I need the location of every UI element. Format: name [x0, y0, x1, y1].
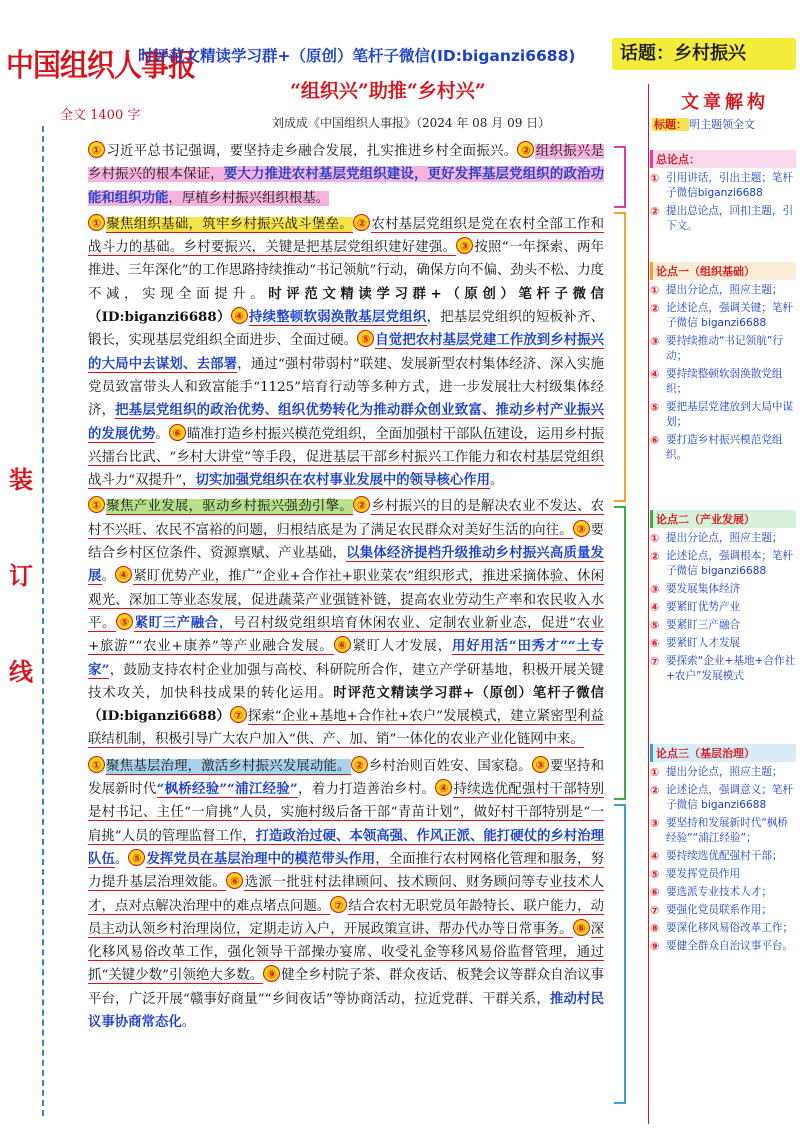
sentence-number: ① — [88, 141, 105, 158]
analysis-item — [650, 334, 796, 364]
analysis-item — [650, 582, 796, 597]
analysis-item — [650, 171, 796, 201]
sentence-number: ② — [517, 141, 534, 158]
analysis-item — [650, 849, 796, 864]
text-run: ，鼓励支持农村企业加强与高校、科研院所合作，建立产学研基地，积极开展关键技术攻关，加快科技成果的转化运用。 — [88, 662, 605, 701]
analysis-item — [650, 433, 796, 463]
analysis-item-text: 要紧盯三产融合 — [666, 619, 741, 631]
text-run: 。 — [114, 851, 129, 867]
analysis-item — [650, 301, 796, 331]
brace-section-2 — [614, 506, 626, 800]
paragraph — [88, 495, 604, 751]
analysis-item — [650, 367, 796, 397]
analysis-item-text: 提出分论点，照应主题； — [666, 284, 783, 296]
analysis-item — [650, 600, 796, 615]
text-run: 时评范文精读学习群+（原创）笔杆子微信（ID:biganzi6688） — [88, 285, 605, 326]
analysis-item-text: 论述论点，强调关键；笔杆子微信 biganzi6688 — [666, 302, 794, 329]
analysis-item-number: ④ — [650, 368, 660, 381]
analysis-item-text: 要持续整顿软弱涣散党组织； — [666, 368, 783, 395]
sentence-number: ⑤ — [128, 849, 145, 866]
title-label: 标题： — [654, 118, 687, 131]
sentence-number: ⑨ — [263, 965, 280, 982]
analysis-item-number: ① — [650, 172, 660, 185]
text-run: ，着力打造善治乡村。 — [297, 782, 436, 798]
analysis-section — [650, 744, 796, 954]
analysis-item — [650, 618, 796, 633]
title-value: 明主题领全文 — [689, 118, 755, 131]
text-run: 用好用活“田秀才”“土专家” — [88, 638, 605, 678]
paragraph — [88, 140, 604, 210]
analysis-item — [650, 885, 796, 900]
analysis-item-text: 要坚持和发展新时代“枫桥经验”“浦江经验”； — [666, 817, 789, 844]
text-run: 持续选优配强村干部特别是村书记、主任“一肩挑”人员，实施村级后备干部“青苗计划”，做好村干部特别是“一肩挑”人员的管理监督工作， — [88, 782, 605, 844]
text-run: ，厚植乡村振兴组织根基。 — [168, 190, 330, 206]
analysis-item-number: ⑨ — [650, 940, 660, 953]
analysis-item-text: 引用讲话，引出主题；笔杆子微信biganzi6688 — [666, 172, 794, 199]
analysis-item-number: ⑥ — [650, 886, 660, 899]
sentence-number: ⑤ — [116, 613, 133, 630]
analysis-section — [650, 510, 796, 684]
topic-badge: 话题：乡村振兴 — [612, 38, 796, 70]
text-run: 打造政治过硬、本领高强、作风正派、能打硬仗的乡村治理队伍 — [88, 827, 604, 867]
analysis-item-text: 要发挥党员作用 — [666, 868, 741, 880]
sentence-number: ⑤ — [357, 330, 374, 347]
sentence-number: ⑦ — [230, 706, 247, 723]
brace-section-3 — [614, 804, 626, 1104]
analysis-item — [650, 400, 796, 430]
analysis-section — [650, 262, 796, 463]
sentence-number: ① — [88, 496, 105, 513]
analysis-title-note — [652, 116, 755, 132]
text-run: 。 — [101, 569, 116, 585]
text-run: 结合农村无职党员年龄特长、联户能力，动员主动认领乡村治理岗位，定期走访入户，开展政策宣讲、帮办代办等日常事务。 — [88, 898, 605, 937]
analysis-item-text: 提出分论点，照应主题； — [666, 766, 783, 778]
analysis-item-number: ⑤ — [650, 868, 660, 881]
analysis-heading: 文章解构 — [681, 92, 769, 113]
analysis-section-heading: 总论点： — [650, 150, 796, 168]
text-run: 推动村民议事协商常态化 — [88, 990, 605, 1030]
analysis-item-text: 要深化移风易俗改革工作； — [666, 922, 794, 934]
text-run: ，全面推行农村网格化管理和服务，努力提升基层治理效能。 — [88, 851, 605, 891]
analysis-item-text: 要发展集体经济 — [666, 583, 741, 595]
text-run: 。 — [490, 473, 504, 489]
text-run: 聚焦产业发展，驱动乡村振兴强劲引擎。 — [106, 499, 354, 515]
analysis-item-number: ④ — [650, 601, 660, 614]
text-run: ，通过“强村带弱村”联建、发展新型农村集体经济、深入实施党员致富带头人和致富能手“1125”培育行动等多种方式，进一步发展壮大村级集体经济， — [88, 356, 604, 419]
analysis-item-text: 要持续选优配强村干部； — [666, 850, 783, 862]
paragraph — [88, 755, 604, 1035]
analysis-item — [650, 549, 796, 579]
sentence-number: ④ — [115, 566, 132, 583]
text-run: 农村基层党组织是党在农村全部工作和战斗力的基础。乡村要振兴，关键是把基层党组织建好建强。 — [88, 216, 605, 256]
analysis-item — [650, 939, 796, 954]
text-run: 。 — [155, 426, 169, 442]
analysis-item — [650, 636, 796, 651]
text-run: 探索“企业+基地+合作社+农户”发展模式，建立紧密型利益联结机制，积极引导广大农户加入“供、产、加、销”一体化的农业产业化链网中来。 — [88, 709, 604, 748]
analysis-item-text: 论述论点，强调根本；笔杆子微信 biganzi6688 — [666, 550, 794, 577]
analysis-item — [650, 204, 796, 234]
article-title: “组织兴”助推“乡村兴” — [290, 80, 486, 102]
text-run: 紧盯人才发展， — [351, 639, 452, 655]
binding-char: 线 — [9, 657, 33, 686]
analysis-item-text: 要健全群众自治议事平台。 — [666, 940, 794, 952]
sentence-number: ③ — [532, 756, 549, 773]
newspaper-logo: 中国组织人事报 — [6, 48, 195, 84]
text-run: 乡村振兴的目的是解决农业不发达、农村不兴旺、农民不富裕的问题，归根结底是为了满足农民群众对美好生活的向往。 — [88, 499, 605, 538]
text-run: 聚焦组织基础，筑牢乡村振兴战斗堡垒。 — [106, 216, 354, 232]
analysis-item-number: ④ — [650, 850, 660, 863]
byline: 刘成成《中国组织人事报》（2024 年 08 月 09 日） — [272, 116, 551, 130]
analysis-item — [650, 921, 796, 936]
text-run: 把基层党组织的政治优势、组织优势转化为推动群众创业致富、推动乡村产业振兴的发展优势 — [88, 402, 605, 442]
analysis-item — [650, 903, 796, 918]
brace-section-1 — [614, 212, 626, 502]
analysis-item-number: ② — [650, 205, 660, 218]
text-run: 要结合乡村区位条件、资源禀赋、产业基础， — [88, 522, 605, 562]
sentence-number: ③ — [573, 520, 590, 537]
sentence-number: ② — [353, 496, 370, 513]
analysis-item-text: 要紧盯人才发展 — [666, 637, 741, 649]
analysis-item-text: 提出总论点，回扣主题，引下文。 — [666, 205, 794, 232]
analysis-item-number: ⑦ — [650, 904, 660, 917]
analysis-section-heading: 论点二（产业发展） — [650, 510, 796, 528]
analysis-item — [650, 816, 796, 846]
brace-intro — [614, 146, 626, 208]
analysis-item-number: ③ — [650, 817, 660, 830]
sentence-number: ⑧ — [573, 919, 590, 936]
text-run: 乡村治则百姓安、国家稳。 — [368, 758, 532, 774]
text-run: 要大力推进农村基层党组织建设，更好发挥基层党组织的政治功能和组织功能 — [88, 166, 605, 206]
analysis-item-number: ② — [650, 550, 660, 563]
analysis-item-number: ⑥ — [650, 637, 660, 650]
text-run: 紧盯优势产业，推广“企业+合作社+职业菜农”组织形式，推进采摘体验、休闲观光、深加工等业态发展，促进蔬菜产业强链补链，提高农业劳动生产率和农民收入水平。 — [88, 569, 605, 631]
analysis-item-text: 要把基层党建放到大局中谋划； — [666, 401, 794, 428]
text-run: 自觉把农村基层党建工作放到乡村振兴的大局中去谋划、去部署 — [88, 332, 605, 372]
text-run: “枫桥经验”“浦江经验” — [156, 781, 298, 798]
sentence-number: ⑥ — [334, 636, 351, 653]
analysis-item-number: ⑦ — [650, 655, 660, 668]
sentence-number: ④ — [435, 779, 452, 796]
analysis-item — [650, 867, 796, 882]
word-count: 全文 1400 字 — [60, 108, 141, 123]
text-run: 。 — [181, 1014, 196, 1030]
analysis-item — [650, 783, 796, 813]
analysis-item-text: 要紧盯优势产业 — [666, 601, 741, 613]
analysis-item-text: 要持续推动“书记领航”行动； — [666, 335, 783, 362]
analysis-item-number: ⑤ — [650, 619, 660, 632]
text-run: 以集体经济提档升级推动乡村振兴高质量发展 — [88, 545, 605, 585]
analysis-item-number: ③ — [650, 583, 660, 596]
analysis-item-text: 论述论点，强调意义；笔杆子微信 biganzi6688 — [666, 784, 794, 811]
sentence-number: ③ — [456, 237, 473, 254]
binding-char: 订 — [9, 561, 33, 590]
sentence-number: ⑥ — [169, 424, 186, 441]
text-run: 选派一批驻村法律顾问、技术顾问、财务顾问等专业技术人才，点对点解决治理中的难点堵点问题。 — [88, 875, 605, 914]
analysis-section-heading: 论点三（基层治理） — [650, 744, 796, 762]
sentence-number: ⑦ — [330, 896, 347, 913]
text-run: ，号召村级党组织培育休闲农业、定制农业新业态，促进“农业+旅游”“农业+康养”等产业融合发展。 — [88, 615, 605, 655]
text-run: 持续整顿软弱涣散基层党组织 — [248, 309, 427, 326]
binding-char: 装 — [9, 465, 33, 494]
analysis-item-number: ② — [650, 784, 660, 797]
text-run: ，把基层党组织的短板补齐、锻长，实现基层党组织全面进步、全面过硬。 — [88, 310, 605, 349]
text-run: 切实加强党组织在农村事业发展中的领导核心作用 — [195, 472, 491, 489]
analysis-item — [650, 531, 796, 546]
analysis-item-text: 要探索“企业+基地+合作社+农户”发展模式 — [666, 655, 796, 682]
text-run: 发挥党员在基层治理中的模范带头作用 — [146, 850, 376, 867]
text-run: 组织振兴是乡村振兴的根本保证， — [88, 144, 605, 183]
study-group-line: 时评范文精读学习群+（原创）笔杆子微信(ID:biganzi6688) — [138, 47, 576, 65]
analysis-item-number: ① — [650, 532, 660, 545]
text-run: 习近平总书记强调，要坚持走乡融合发展，扎实推进乡村全面振兴。 — [106, 144, 518, 159]
analysis-item-number: ⑤ — [650, 401, 660, 414]
text-run: 健全乡村院子茶、群众夜话、板凳会议等群众自治议事平台，广泛开展“赣事好商量”“乡间夜话”等协商活动，拉近党群、干群关系， — [88, 968, 604, 1007]
analysis-item — [650, 765, 796, 780]
analysis-item-text: 要选派专业技术人才； — [666, 886, 772, 898]
text-run: 时评范文精读学习群+（原创）笔杆子微信（ID:biganzi6688） — [88, 684, 605, 725]
analysis-section — [650, 150, 796, 234]
analysis-item-text: 要打造乡村振兴模范党组织。 — [666, 434, 783, 461]
sentence-number: ① — [88, 214, 105, 231]
analysis-item — [650, 283, 796, 298]
text-run: 按照“一年探索、两年推进、三年深化”的工作思路持续推动“书记领航”行动，确保方向不偏、劲头不松、力度不减，实现全面提升。 — [88, 240, 604, 302]
sentence-number: ⑥ — [226, 872, 243, 889]
analysis-item-text: 提出分论点，照应主题； — [666, 532, 783, 544]
text-run: 聚焦基层治理，激活乡村振兴发展动能。 — [106, 758, 351, 774]
analysis-section-heading: 论点一（组织基础） — [650, 262, 796, 280]
analysis-item — [650, 654, 796, 684]
analysis-item-number: ⑥ — [650, 434, 660, 447]
analysis-item-number: ① — [650, 284, 660, 297]
text-run: 瞄准打造乡村振兴模范党组织，全面加强村干部队伍建设，运用乡村振兴擂台比武、“乡村大讲堂”等手段，促进基层干部乡村振兴工作能力和农村基层党组织战斗力“双提升”， — [88, 426, 605, 489]
analysis-item-number: ② — [650, 302, 660, 315]
text-run: 要坚持和发展新时代 — [88, 758, 605, 798]
analysis-item-number: ⑧ — [650, 922, 660, 935]
analysis-item-number: ③ — [650, 335, 660, 348]
sentence-number: ② — [353, 214, 370, 231]
sentence-number: ② — [351, 756, 368, 773]
sentence-number: ① — [88, 756, 105, 773]
analysis-item-number: ① — [650, 766, 660, 779]
sidebar-divider — [648, 84, 649, 1124]
paragraph — [88, 213, 604, 493]
text-run: 紧盯三产融合 — [134, 614, 219, 631]
analysis-item-text: 要强化党员联系作用； — [666, 904, 772, 916]
text-run: 深化移风易俗改革工作，强化领导干部操办宴席、收受礼金等移风易俗监督管理，通过抓“关键少数”引领绝大多数。 — [88, 921, 605, 984]
sentence-number: ④ — [231, 307, 248, 324]
binding-dashed-line — [42, 126, 44, 1116]
article-body — [88, 140, 604, 1037]
